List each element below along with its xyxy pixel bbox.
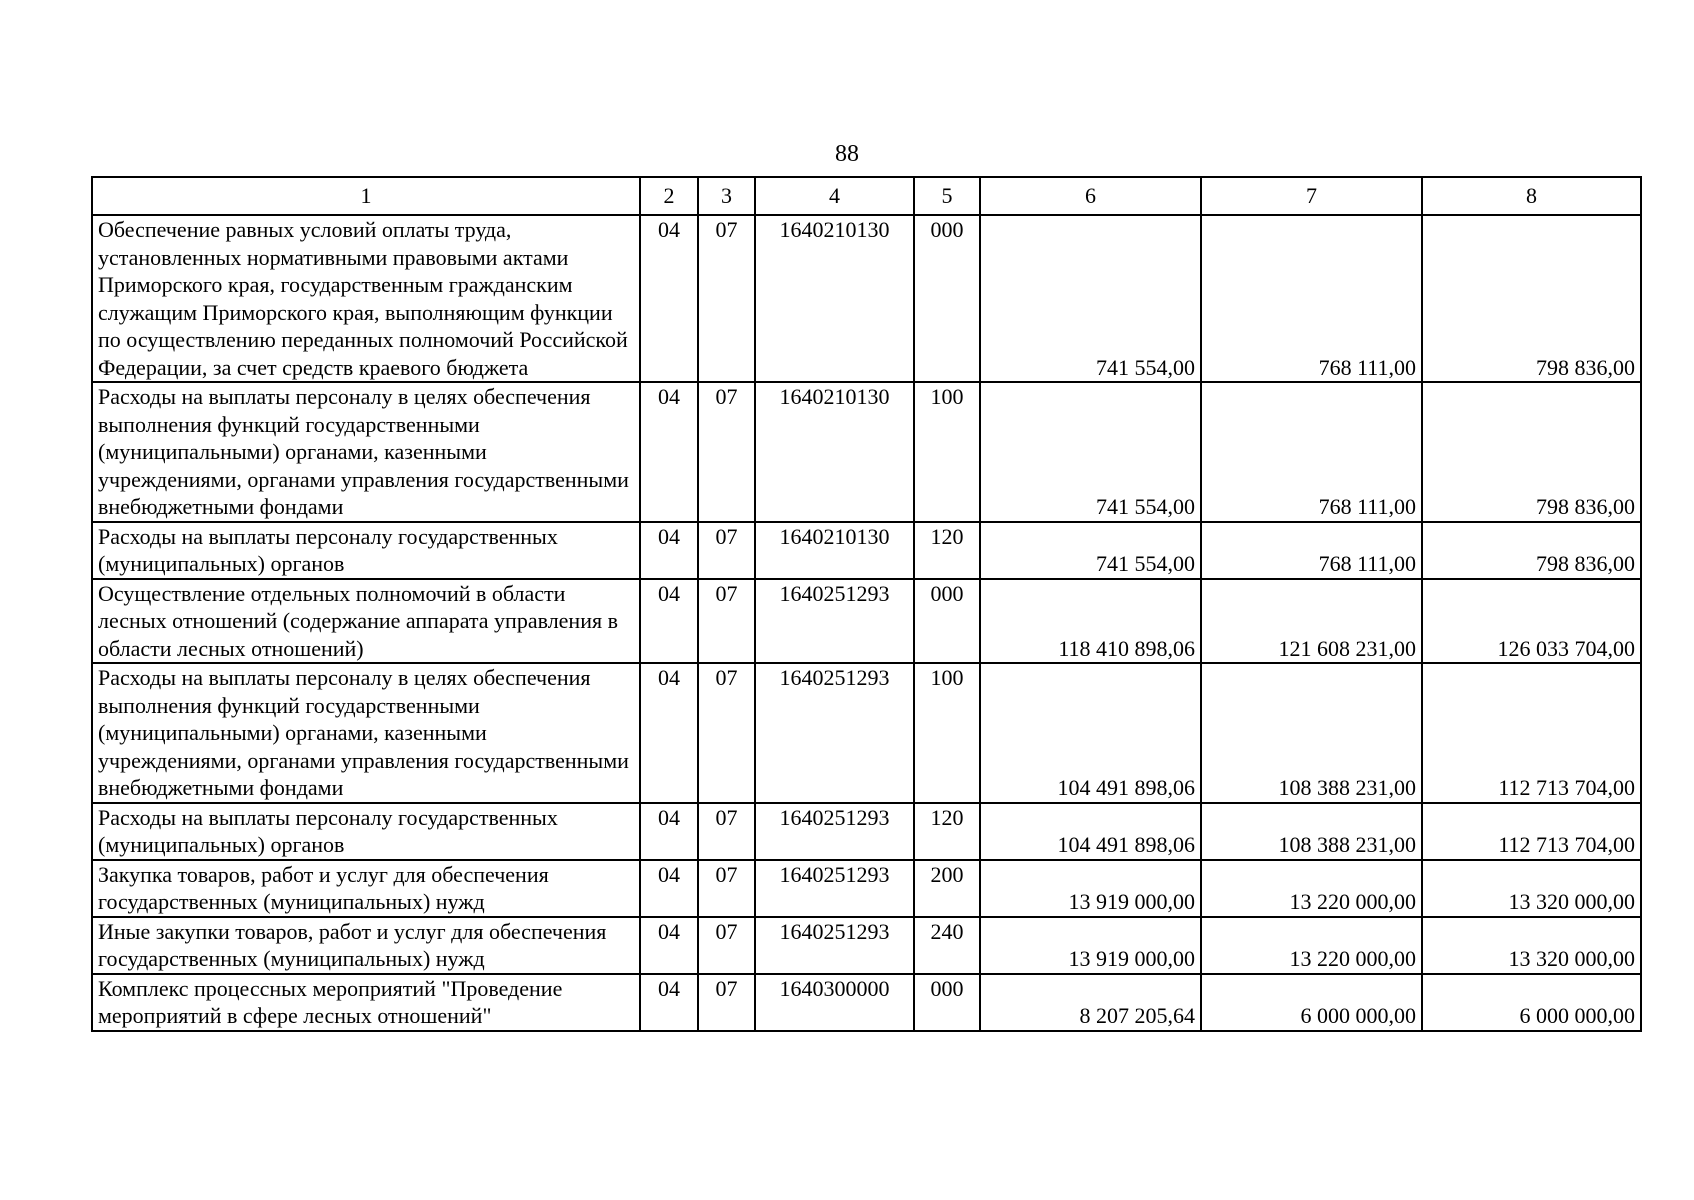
section-code: 04 <box>640 663 698 803</box>
subsection-code: 07 <box>698 382 755 522</box>
amount-col-6: 741 554,00 <box>980 522 1201 579</box>
header-cell-3: 3 <box>698 177 755 215</box>
header-cell-1: 1 <box>92 177 640 215</box>
amount-col-6: 13 919 000,00 <box>980 917 1201 974</box>
header-cell-6: 6 <box>980 177 1201 215</box>
expense-type-code: 200 <box>914 860 980 917</box>
expense-type-code: 120 <box>914 803 980 860</box>
expense-type-code: 000 <box>914 215 980 382</box>
amount-col-7: 108 388 231,00 <box>1201 803 1422 860</box>
amount-col-8: 798 836,00 <box>1422 382 1641 522</box>
expense-name: Иные закупки товаров, работ и услуг для обеспечения государственных (муниципальных) нужд <box>92 917 640 974</box>
amount-col-6: 13 919 000,00 <box>980 860 1201 917</box>
expense-type-code: 000 <box>914 579 980 664</box>
page-number: 88 <box>835 141 859 167</box>
target-article-code: 1640251293 <box>755 917 914 974</box>
header-cell-2: 2 <box>640 177 698 215</box>
amount-col-8: 13 320 000,00 <box>1422 917 1641 974</box>
expense-name: Расходы на выплаты персоналу государственных (муниципальных) органов <box>92 803 640 860</box>
amount-col-6: 104 491 898,06 <box>980 803 1201 860</box>
table-row <box>92 663 1641 803</box>
subsection-code: 07 <box>698 917 755 974</box>
amount-col-6: 741 554,00 <box>980 382 1201 522</box>
amount-col-6: 8 207 205,64 <box>980 974 1201 1031</box>
subsection-code: 07 <box>698 663 755 803</box>
subsection-code: 07 <box>698 860 755 917</box>
amount-col-7: 13 220 000,00 <box>1201 917 1422 974</box>
table-row <box>92 579 1641 664</box>
header-cell-4: 4 <box>755 177 914 215</box>
expense-type-code: 100 <box>914 663 980 803</box>
section-code: 04 <box>640 579 698 664</box>
header-cell-5: 5 <box>914 177 980 215</box>
amount-col-8: 112 713 704,00 <box>1422 663 1641 803</box>
table-row <box>92 382 1641 522</box>
table-row <box>92 522 1641 579</box>
subsection-code: 07 <box>698 974 755 1031</box>
table-row <box>92 860 1641 917</box>
target-article-code: 1640251293 <box>755 663 914 803</box>
amount-col-6: 741 554,00 <box>980 215 1201 382</box>
header-cell-8: 8 <box>1422 177 1641 215</box>
expense-type-code: 000 <box>914 974 980 1031</box>
header-row <box>92 177 1641 215</box>
subsection-code: 07 <box>698 522 755 579</box>
amount-col-8: 13 320 000,00 <box>1422 860 1641 917</box>
amount-col-8: 112 713 704,00 <box>1422 803 1641 860</box>
amount-col-6: 104 491 898,06 <box>980 663 1201 803</box>
section-code: 04 <box>640 803 698 860</box>
expense-name: Расходы на выплаты персоналу государственных (муниципальных) органов <box>92 522 640 579</box>
expense-name: Комплекс процессных мероприятий "Проведение мероприятий в сфере лесных отношений" <box>92 974 640 1031</box>
target-article-code: 1640251293 <box>755 860 914 917</box>
amount-col-7: 13 220 000,00 <box>1201 860 1422 917</box>
amount-col-7: 768 111,00 <box>1201 382 1422 522</box>
table-row <box>92 803 1641 860</box>
amount-col-7: 6 000 000,00 <box>1201 974 1422 1031</box>
amount-col-7: 768 111,00 <box>1201 215 1422 382</box>
amount-col-8: 126 033 704,00 <box>1422 579 1641 664</box>
budget-table-body <box>92 177 1641 1031</box>
amount-col-8: 798 836,00 <box>1422 215 1641 382</box>
target-article-code: 1640251293 <box>755 579 914 664</box>
amount-col-7: 108 388 231,00 <box>1201 663 1422 803</box>
section-code: 04 <box>640 382 698 522</box>
section-code: 04 <box>640 522 698 579</box>
target-article-code: 1640210130 <box>755 215 914 382</box>
table-row <box>92 215 1641 382</box>
target-article-code: 1640251293 <box>755 803 914 860</box>
section-code: 04 <box>640 974 698 1031</box>
subsection-code: 07 <box>698 803 755 860</box>
expense-type-code: 100 <box>914 382 980 522</box>
target-article-code: 1640300000 <box>755 974 914 1031</box>
subsection-code: 07 <box>698 579 755 664</box>
table-row <box>92 974 1641 1031</box>
expense-type-code: 120 <box>914 522 980 579</box>
section-code: 04 <box>640 215 698 382</box>
budget-table <box>91 176 1642 1032</box>
amount-col-7: 121 608 231,00 <box>1201 579 1422 664</box>
target-article-code: 1640210130 <box>755 382 914 522</box>
expense-name: Осуществление отдельных полномочий в области лесных отношений (содержание аппарата управления в области лесных отношений) <box>92 579 640 664</box>
expense-name: Расходы на выплаты персоналу в целях обеспечения выполнения функций государственными (муниципальными) органами, казенными учреждениями, органами управления государственными внебюджетными фондами <box>92 382 640 522</box>
subsection-code: 07 <box>698 215 755 382</box>
amount-col-8: 6 000 000,00 <box>1422 974 1641 1031</box>
target-article-code: 1640210130 <box>755 522 914 579</box>
amount-col-8: 798 836,00 <box>1422 522 1641 579</box>
header-cell-7: 7 <box>1201 177 1422 215</box>
section-code: 04 <box>640 860 698 917</box>
expense-type-code: 240 <box>914 917 980 974</box>
expense-name: Обеспечение равных условий оплаты труда, установленных нормативными правовыми актами Приморского края, государственным гражданским служащим Приморского края, выполняющим функции по осуществлению переданных полномочий Российской Федерации, за счет средств краевого бюджета <box>92 215 640 382</box>
table-row <box>92 917 1641 974</box>
section-code: 04 <box>640 917 698 974</box>
amount-col-7: 768 111,00 <box>1201 522 1422 579</box>
expense-name: Закупка товаров, работ и услуг для обеспечения государственных (муниципальных) нужд <box>92 860 640 917</box>
amount-col-6: 118 410 898,06 <box>980 579 1201 664</box>
expense-name: Расходы на выплаты персоналу в целях обеспечения выполнения функций государственными (муниципальными) органами, казенными учреждениями, органами управления государственными внебюджетными фондами <box>92 663 640 803</box>
